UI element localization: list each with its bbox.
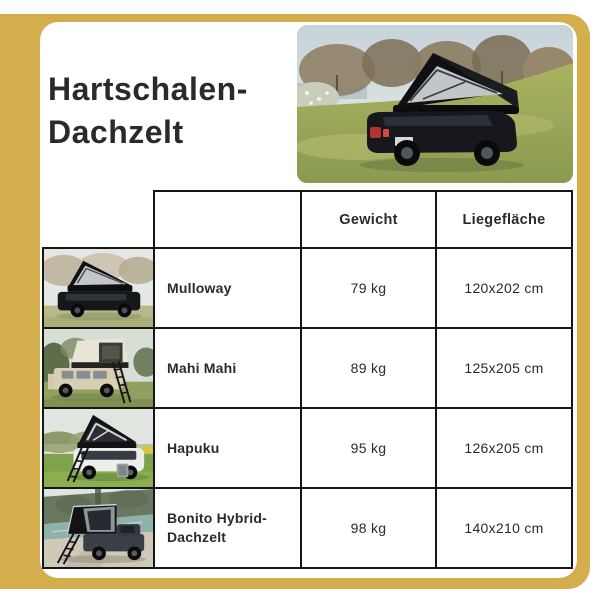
table-row-bonito: [43, 488, 572, 568]
table-row-mahi-mahi: [43, 328, 572, 408]
photo-mahi-mahi: [43, 328, 154, 408]
product-weight: 95 kg: [301, 408, 436, 488]
product-area: 140x210 cm: [436, 488, 572, 568]
spec-table: [42, 190, 573, 569]
product-area: 125x205 cm: [436, 328, 572, 408]
product-weight: 79 kg: [301, 248, 436, 328]
header-name-cell: [154, 191, 301, 248]
page-title: [48, 68, 248, 154]
hapuku-van-illustration: [44, 409, 153, 487]
photo-bonito: [43, 488, 154, 568]
page-title-line1: Hartschalen-: [48, 71, 248, 107]
product-name: Hapuku: [154, 408, 301, 488]
header-liegeflaeche: Liegefläche: [436, 191, 572, 248]
content-card: [40, 22, 577, 578]
product-area: 126x205 cm: [436, 408, 572, 488]
mahi-mahi-offroader-illustration: [44, 329, 153, 407]
product-weight: 98 kg: [301, 488, 436, 568]
table-row-hapuku: [43, 408, 572, 488]
photo-mulloway: [43, 248, 154, 328]
product-area: 120x202 cm: [436, 248, 572, 328]
header-gewicht: Gewicht: [301, 191, 436, 248]
hero-photo: [297, 25, 573, 183]
table-row-mulloway: [43, 248, 572, 328]
photo-hapuku: [43, 408, 154, 488]
product-name: Mulloway: [154, 248, 301, 328]
bonito-pickup-illustration: [44, 489, 153, 567]
hero-suv-tent-illustration: [297, 25, 573, 183]
product-weight: 89 kg: [301, 328, 436, 408]
header-image-spacer: [43, 191, 154, 248]
page-title-line2: Dachzelt: [48, 114, 184, 150]
table-header-row: [43, 191, 572, 248]
mulloway-suv-illustration: [44, 249, 153, 327]
product-name: Bonito Hybrid-Dachzelt: [154, 488, 301, 568]
product-name: Mahi Mahi: [154, 328, 301, 408]
